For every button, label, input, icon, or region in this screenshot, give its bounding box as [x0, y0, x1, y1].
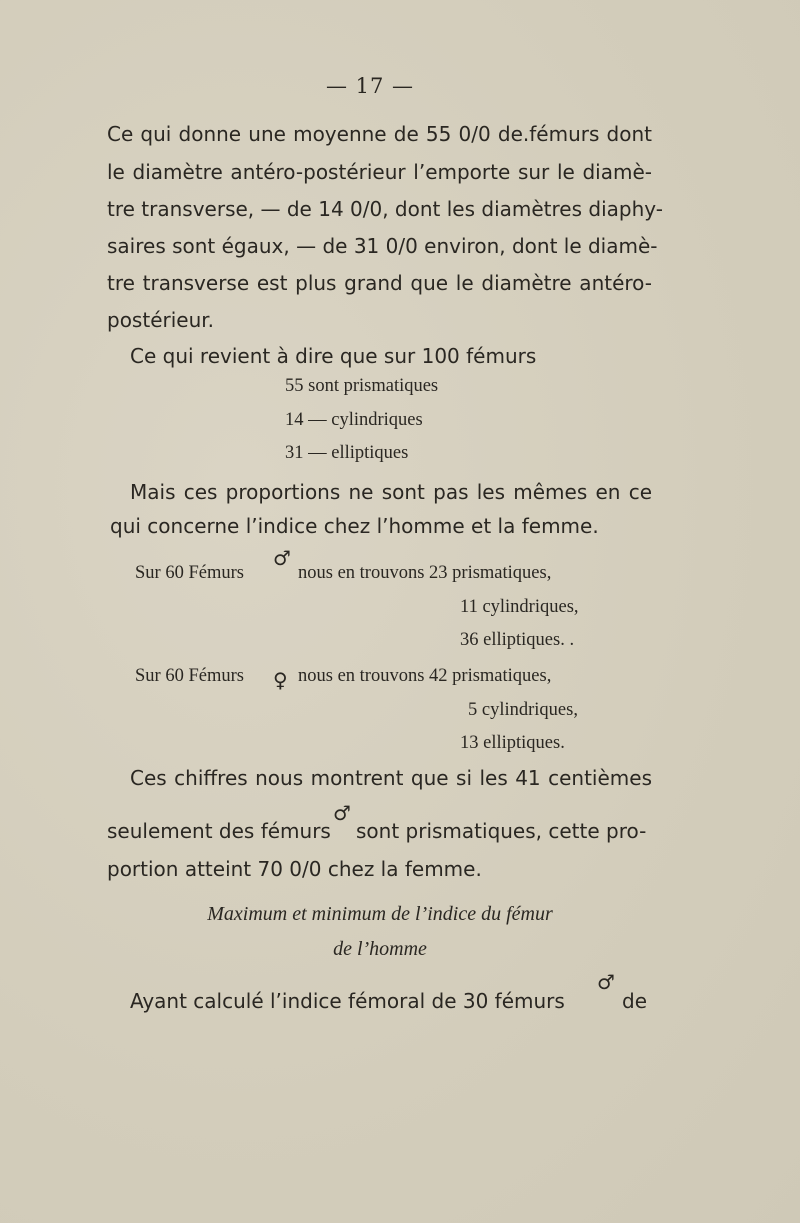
section-heading-line-1: Maximum et minimum de l’indice du fémur: [207, 903, 553, 925]
paragraph-4-line-1: Ces chiffres nous montrent que si les 41 centièmes: [130, 766, 652, 790]
paragraph-4-line-3: portion atteint 70 0/0 chez la femme.: [107, 857, 482, 881]
paragraph-1-line-6: postérieur.: [107, 308, 215, 332]
female-block-row-1: 5 cylindriques,: [468, 700, 578, 720]
paragraph-1-line-4: saires sont égaux, — de 31 0/0 environ, dont le diamè-: [107, 234, 658, 258]
paragraph-5-text: Ayant calculé l’indice fémoral de 30 fémurs: [130, 989, 565, 1013]
paragraph-3-line-1: Mais ces proportions ne sont pas les mêmes en ce: [130, 480, 652, 504]
male-symbol-icon: ♂: [273, 546, 291, 570]
female-block-row-2: 13 elliptiques.: [460, 733, 565, 753]
male-symbol-icon-3: ♂: [597, 970, 615, 994]
list-1-item-3: 31 — elliptiques: [285, 443, 409, 463]
paragraph-5-tail: de: [622, 989, 647, 1013]
paragraph-1-line-3: tre transverse, — de 14 0/0, dont les diamètres diaphy-: [107, 197, 663, 221]
female-block-lead: nous en trouvons 42 prismatiques,: [298, 666, 552, 686]
paragraph-1-line-5: tre transverse est plus grand que le diamètre antéro-: [107, 271, 652, 295]
male-block-row-2: 36 elliptiques. .: [460, 630, 575, 650]
female-symbol-icon: ♀: [273, 668, 288, 692]
male-block-lead: nous en trouvons 23 prismatiques,: [298, 563, 552, 583]
female-block-prefix: Sur 60 Fémurs: [135, 666, 244, 686]
page-number: — 17 —: [325, 74, 415, 98]
section-heading-line-2: de l’homme: [333, 938, 427, 960]
paragraph-3-line-2: qui concerne l’indice chez l’homme et la femme.: [110, 514, 599, 538]
paragraph-1-line-1: Ce qui donne une moyenne de 55 0/0 de.fémurs dont: [107, 122, 652, 146]
list-1-item-2: 14 — cylindriques: [285, 410, 423, 430]
male-block-row-1: 11 cylindriques,: [460, 597, 579, 617]
male-block-prefix: Sur 60 Fémurs: [135, 563, 244, 583]
paragraph-1-line-2: le diamètre antéro-postérieur l’emporte sur le diamè-: [107, 160, 652, 184]
paragraph-2-intro: Ce qui revient à dire que sur 100 fémurs: [130, 344, 537, 368]
male-symbol-icon-2: ♂: [333, 801, 351, 825]
list-1-item-1: 55 sont prismatiques: [285, 376, 439, 396]
paragraph-4-line-2a: seulement des fémurs: [107, 819, 331, 843]
paragraph-4-line-2b: sont prismatiques, cette pro-: [356, 819, 647, 843]
